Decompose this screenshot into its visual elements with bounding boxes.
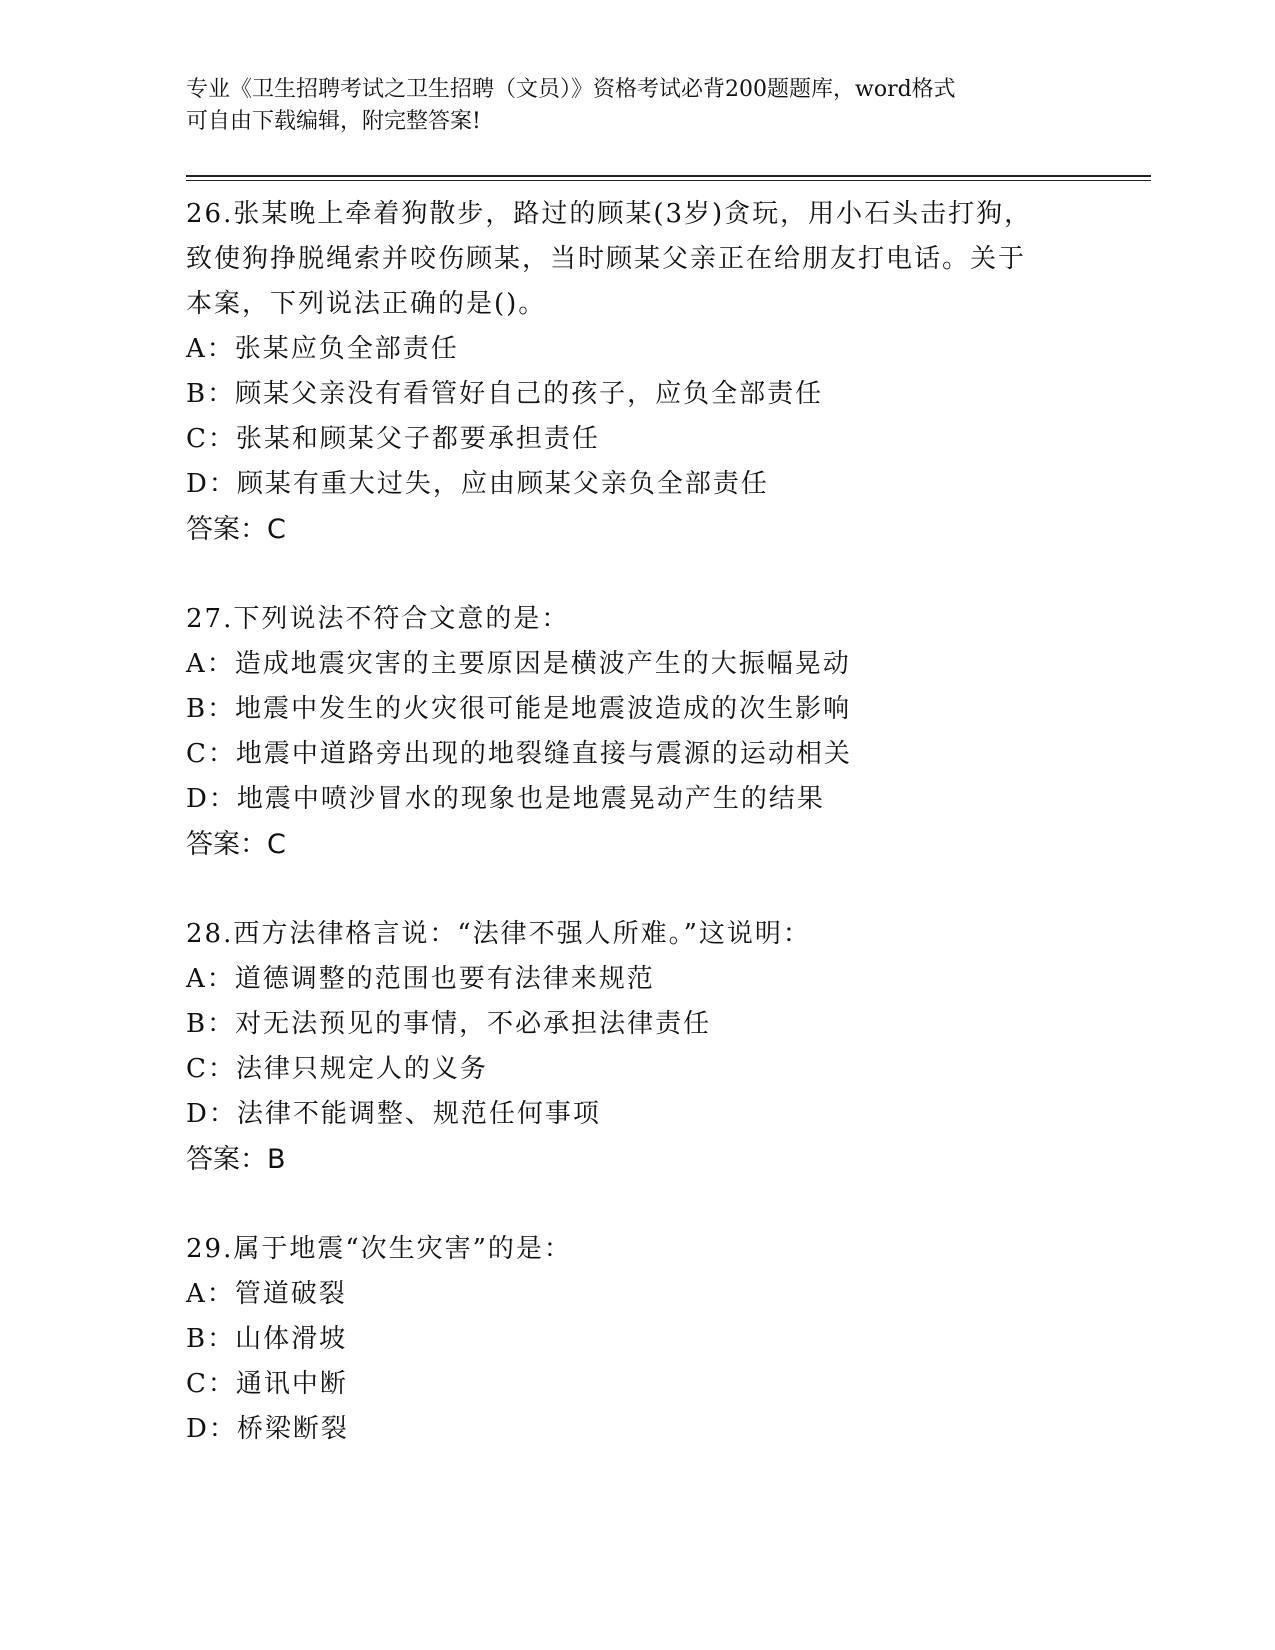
option-d: D：顾某有重大过失，应由顾某父亲负全部责任 — [186, 469, 769, 499]
question-list — [186, 192, 1086, 1452]
question-stem-line: 28.西方法律格言说：“法律不强人所难。”这说明： — [186, 919, 811, 949]
question-spacer — [186, 552, 1086, 597]
option-a: A：道德调整的范围也要有法律来规范 — [186, 964, 655, 994]
option-b: B：山体滑坡 — [186, 1324, 348, 1354]
answer-line: 答案：C — [186, 829, 286, 860]
question-stem-line: 致使狗挣脱绳索并咬伤顾某，当时顾某父亲正在给朋友打电话。关于 — [186, 244, 1027, 274]
option-d: D：桥梁断裂 — [186, 1414, 349, 1444]
question-spacer — [186, 1182, 1086, 1227]
answer-line: 答案：B — [186, 1144, 286, 1175]
option-c: C：张某和顾某父子都要承担责任 — [186, 424, 600, 454]
header-rule-thin — [186, 180, 1151, 181]
option-b: B：地震中发生的火灾很可能是地震波造成的次生影响 — [186, 694, 852, 724]
header-subtitle-line: 可自由下载编辑，附完整答案! — [186, 109, 481, 134]
question-stem-line: 本案，下列说法正确的是()。 — [186, 289, 547, 319]
option-b: B：对无法预见的事情，不必承担法律责任 — [186, 1009, 712, 1039]
header-rule-thick — [186, 175, 1151, 177]
header-title-line: 专业《卫生招聘考试之卫生招聘（文员）》资格考试必背200题题库，word格式 — [186, 77, 956, 102]
option-c: C：地震中道路旁出现的地裂缝直接与震源的运动相关 — [186, 739, 852, 769]
option-c: C：法律只规定人的义务 — [186, 1054, 488, 1084]
option-d: D：地震中喷沙冒水的现象也是地震晃动产生的结果 — [186, 784, 825, 814]
answer-line: 答案：C — [186, 514, 286, 545]
question-26 — [186, 192, 1086, 552]
question-29 — [186, 1227, 1086, 1452]
question-stem-line: 27.下列说法不符合文意的是： — [186, 604, 570, 634]
option-a: A：造成地震灾害的主要原因是横波产生的大振幅晃动 — [186, 649, 851, 679]
question-28 — [186, 912, 1086, 1182]
option-b: B：顾某父亲没有看管好自己的孩子，应负全部责任 — [186, 379, 824, 409]
question-stem-line: 26.张某晚上牵着狗散步，路过的顾某(3岁)贪玩，用小石头击打狗， — [186, 199, 1033, 229]
document-header — [186, 74, 1066, 138]
option-a: A：管道破裂 — [186, 1279, 347, 1309]
question-spacer — [186, 867, 1086, 912]
question-stem-line: 29.属于地震“次生灾害”的是： — [186, 1234, 572, 1264]
option-d: D：法律不能调整、规范任何事项 — [186, 1099, 601, 1129]
option-a: A：张某应负全部责任 — [186, 334, 459, 364]
option-c: C：通讯中断 — [186, 1369, 348, 1399]
question-27 — [186, 597, 1086, 867]
